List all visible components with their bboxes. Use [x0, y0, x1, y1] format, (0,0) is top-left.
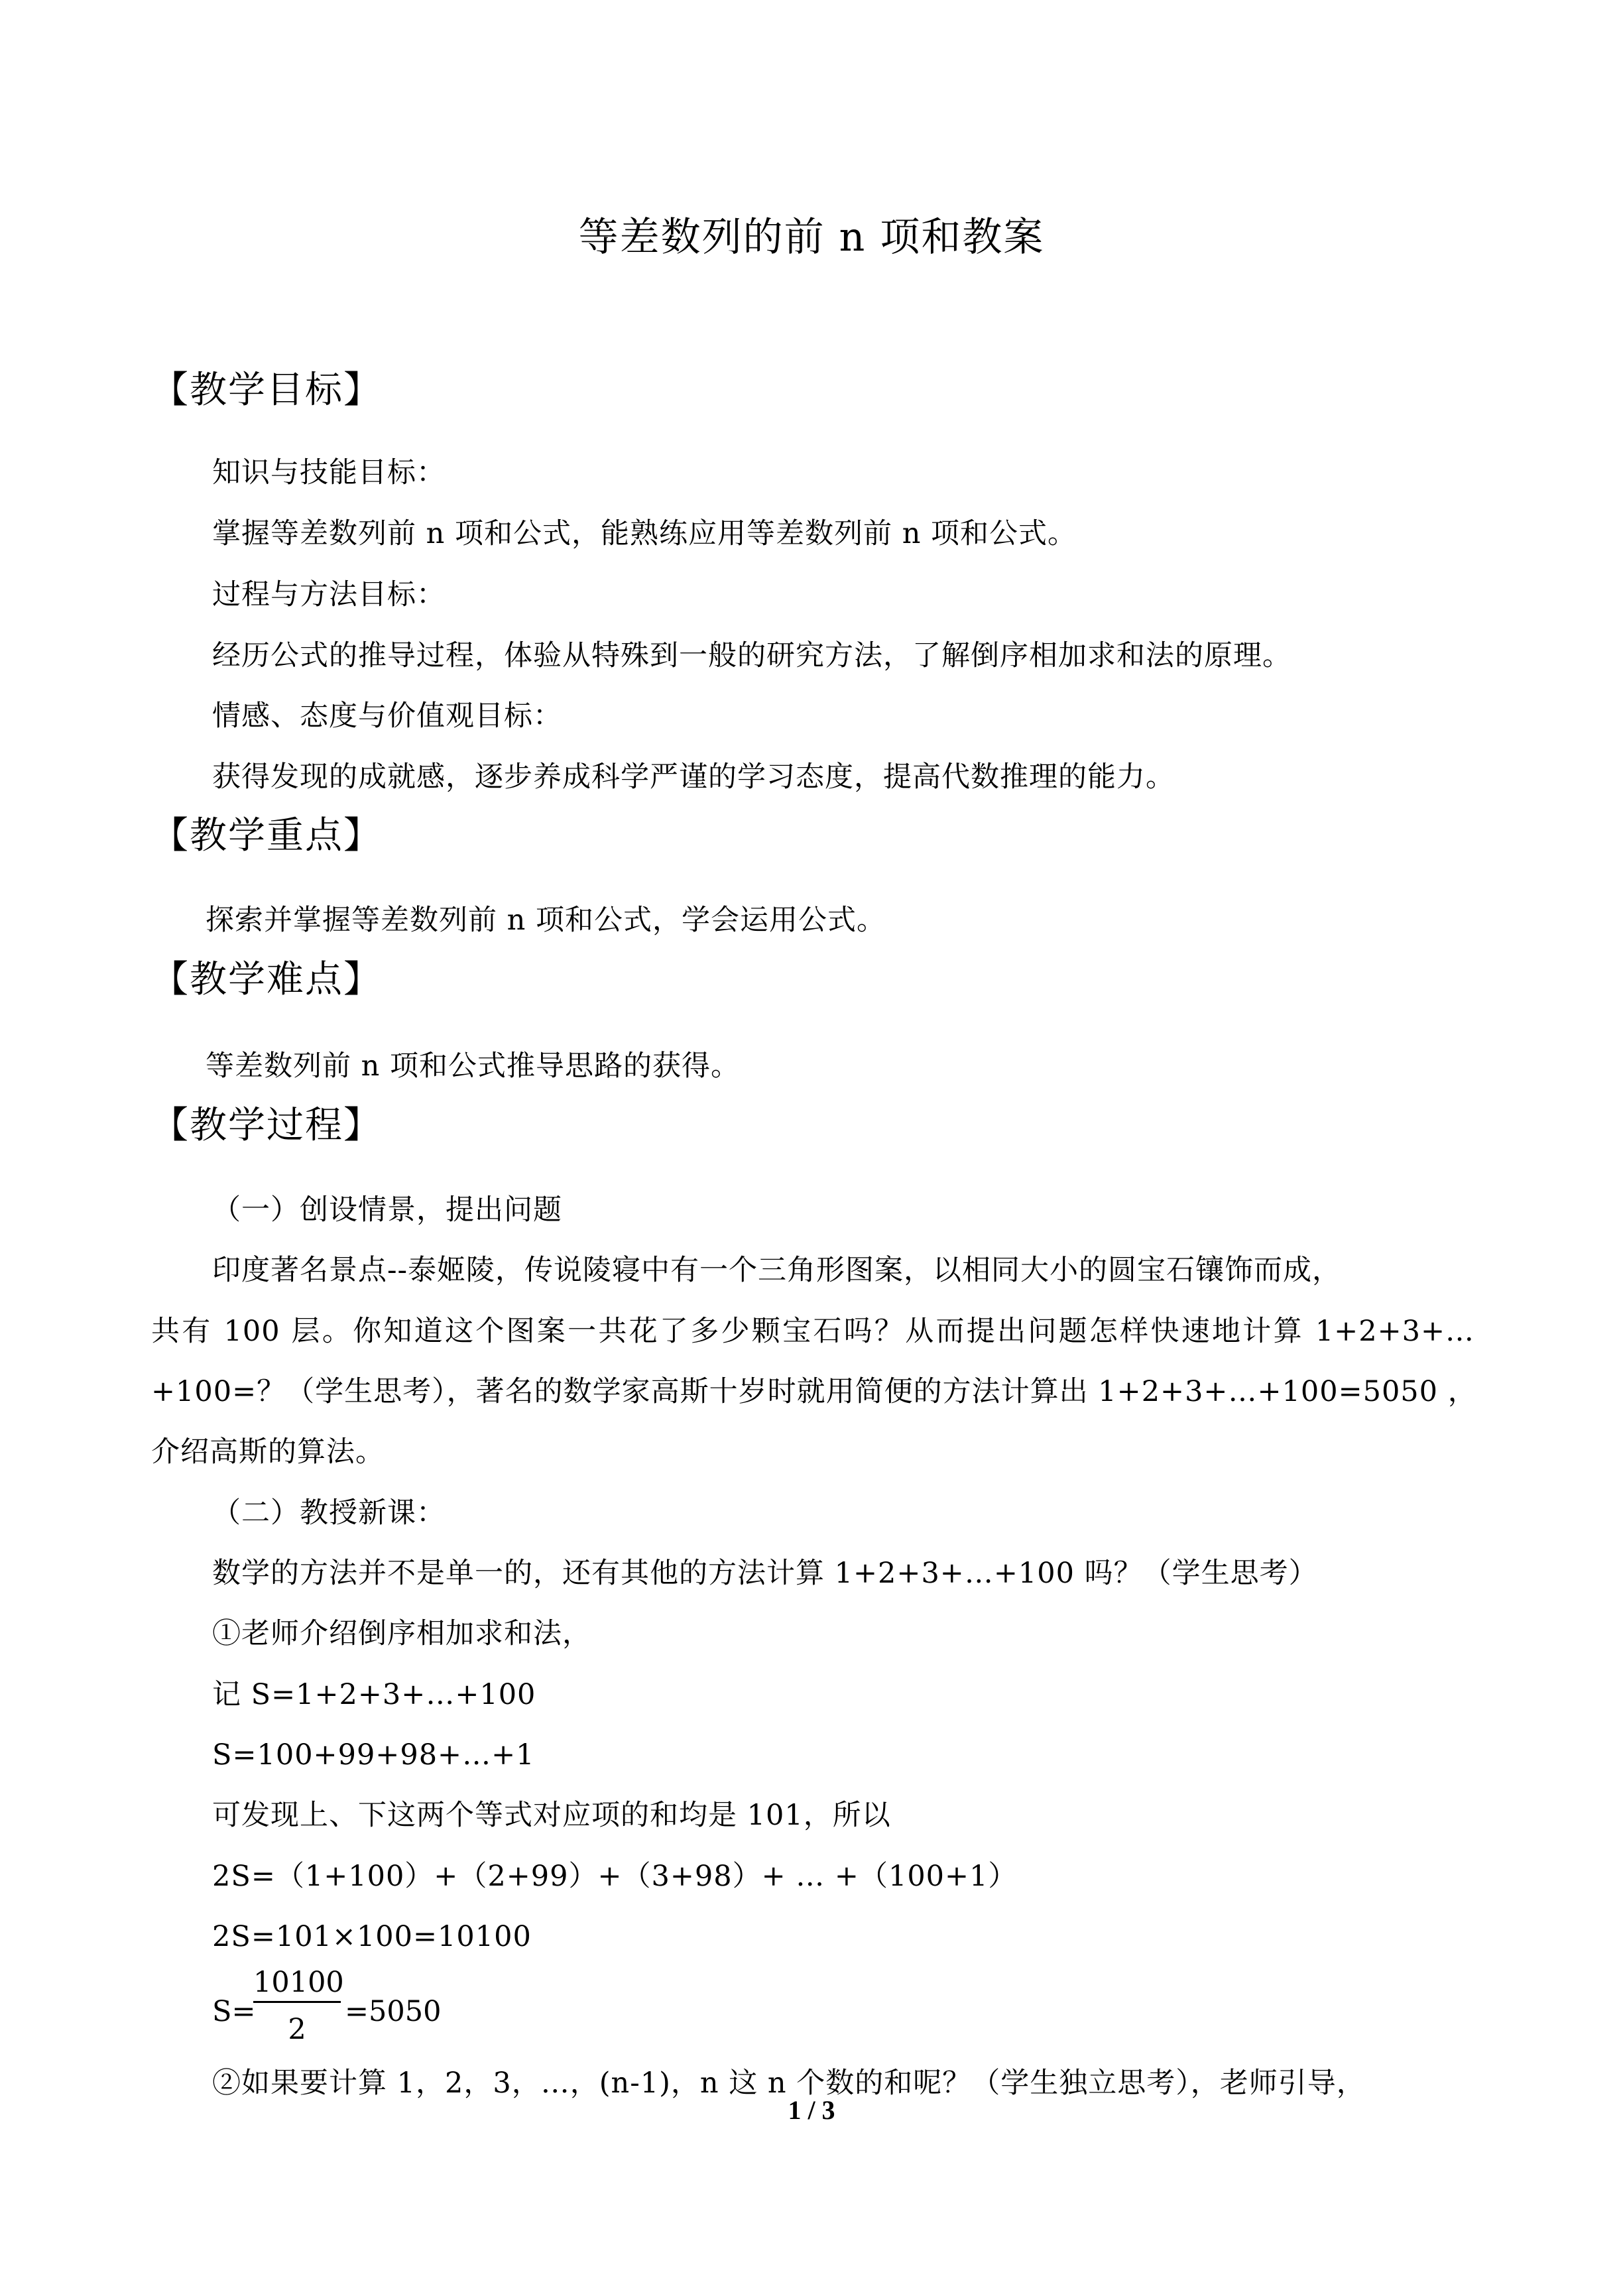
objective-line: 获得发现的成就感，逐步养成科学严谨的学习态度，提高代数推理的能力。 — [212, 760, 1175, 794]
fraction-numerator: 10100 — [253, 1964, 341, 2003]
fraction-rhs: =5050 — [345, 1995, 442, 2028]
process-part2-line: 可发现上、下这两个等式对应项的和均是 101，所以 — [212, 1799, 891, 1832]
process-part2-line: 2S=101×100=10100 — [212, 1920, 532, 1953]
process-part2-line: ①老师介绍倒序相加求和法， — [212, 1617, 591, 1650]
key-points-text: 探索并掌握等差数列前 n 项和公式，学会运用公式。 — [206, 904, 886, 937]
process-part1-line: 印度著名景点--泰姬陵，传说陵寝中有一个三角形图案，以相同大小的圆宝石镶饰而成， — [212, 1254, 1342, 1287]
objective-line: 经历公式的推导过程，体验从特殊到一般的研究方法，了解倒序相加求和法的原理。 — [212, 639, 1292, 672]
heading-objectives: 【教学目标】 — [151, 369, 382, 412]
process-part1-title: （一）创设情景，提出问题 — [212, 1193, 562, 1227]
heading-key-points: 【教学重点】 — [151, 814, 382, 857]
process-part1-line: 介绍高斯的算法。 — [151, 1435, 385, 1469]
process-part2-line: 数学的方法并不是单一的，还有其他的方法计算 1+2+3+…+100 吗？（学生思考） — [212, 1557, 1318, 1590]
fraction-lhs: S= — [212, 1995, 256, 2028]
page-number: 1 / 3 — [788, 2095, 835, 2125]
fraction — [253, 1964, 344, 2049]
fraction-denominator: 2 — [288, 2013, 306, 2046]
objective-line: 过程与方法目标： — [212, 578, 446, 611]
heading-process: 【教学过程】 — [151, 1104, 382, 1147]
process-part1-line: 共有 100 层。你知道这个图案一共花了多少颗宝石吗？从而提出问题怎样快速地计算 1+2+3+… — [151, 1315, 1474, 1348]
process-part2-title: （二）教授新课： — [212, 1496, 446, 1530]
document-title: 等差数列的前 n 项和教案 — [578, 214, 1045, 261]
process-part2-line: 2S=（1+100）+（2+99）+（3+98）+ … +（100+1） — [212, 1860, 1018, 1893]
objective-line: 情感、态度与价值观目标： — [212, 699, 562, 733]
process-part1-line: +100=？（学生思考），著名的数学家高斯十岁时就用简便的方法计算出 1+2+3+…+100=5050 ， — [151, 1375, 1477, 1408]
difficulties-text: 等差数列前 n 项和公式推导思路的获得。 — [206, 1050, 741, 1083]
process-last-line: ②如果要计算 1，2，3，…，(n-1)，n 这 n 个数的和呢？（学生独立思考），老师引导， — [212, 2067, 1366, 2100]
process-part2-line: S=100+99+98+…+1 — [212, 1738, 535, 1772]
heading-difficulties: 【教学难点】 — [151, 958, 382, 1001]
objective-line: 知识与技能目标： — [212, 456, 446, 489]
process-part2-line: 记 S=1+2+3+…+100 — [212, 1678, 536, 1711]
objective-line: 掌握等差数列前 n 项和公式，能熟练应用等差数列前 n 项和公式。 — [212, 517, 1077, 550]
